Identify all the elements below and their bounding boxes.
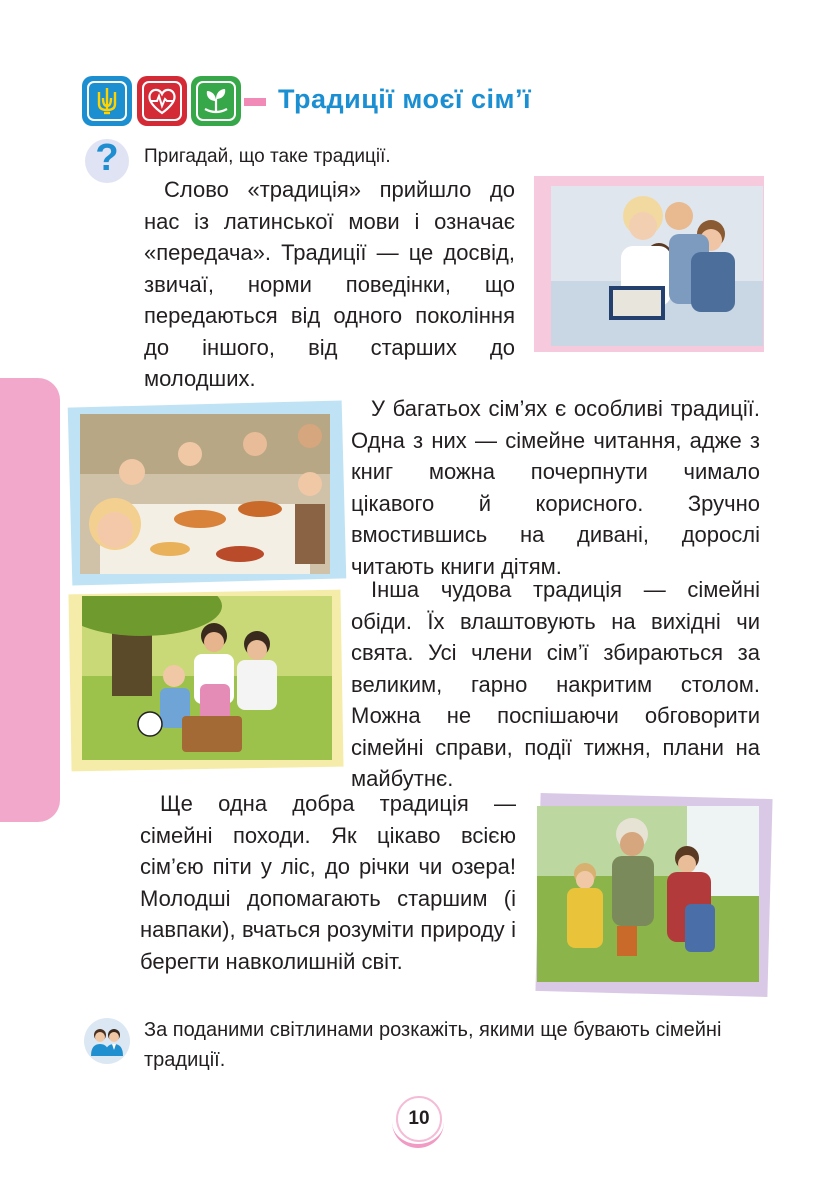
trident-icon (82, 76, 132, 126)
eco-plant-icon (191, 76, 241, 126)
page-number: 10 (396, 1096, 442, 1142)
paragraph-reading: У багатьох сім’ях є особливі традиції. Одна з них — сімейне читання, адже з книг можна почерпнути чимало цікавого й корисного. Зручно вмостившись на дивані, дорослі читають книги дітям. (351, 396, 760, 579)
recall-prompt: Пригадай, що таке традиції. (144, 146, 391, 167)
title-accent-bar (244, 98, 266, 106)
paragraph-definition: Слово «традиція» прийшло до нас із латинської мови і означає «передача». Традиції — це досвід, звичаї, норми поведінки, що передаються від одного покоління до іншого, від старших до молодших. (144, 177, 515, 391)
question-icon: ? (85, 139, 129, 183)
task-text: За поданими світлинами розкажіть, якими ще бувають сімейні традиції. (144, 1019, 722, 1071)
photo-family-hike (537, 806, 759, 982)
page-title: Традиції моєї сім’ї (278, 84, 532, 114)
paragraph-dinners: Інша чудова традиція — сімейні обіди. Їх влаштовують на вихідні чи свята. Усі члени сім’ї збираються за великим, гарно накритим столом. Можна не поспішаючи обговорити сімейні справи, події тижня, плани на майбутнє. (351, 577, 760, 791)
photo-family-dinner (80, 414, 330, 574)
pair-work-icon (84, 1018, 130, 1064)
heart-pulse-icon (137, 76, 187, 126)
photo-family-reading (551, 186, 763, 346)
paragraph-hikes: Ще одна добра традиція — сімейні походи. Як цікаво всією сім’єю піти у ліс, до річки чи озера! Молодші допомагають старшим (і навпаки), вчаться розуміти природу і берегти навколишній світ. (140, 791, 516, 974)
photo-family-picnic (82, 596, 332, 760)
side-tab (0, 378, 60, 822)
